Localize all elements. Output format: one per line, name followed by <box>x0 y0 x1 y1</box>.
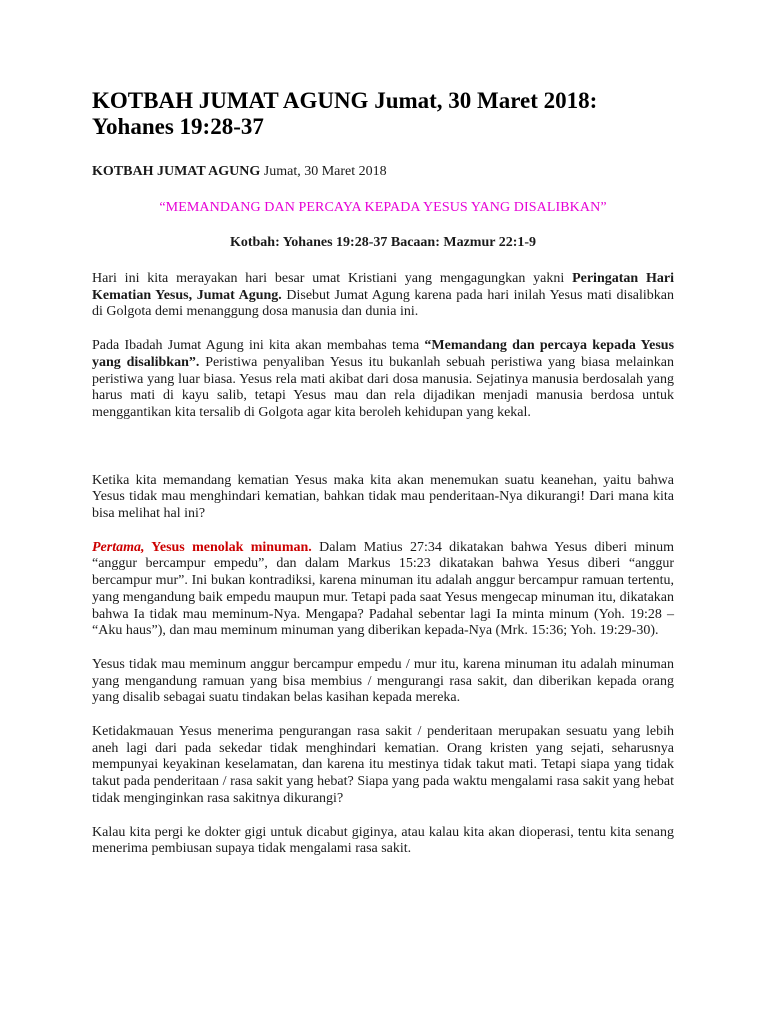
subheading-bold: KOTBAH JUMAT AGUNG <box>92 164 261 179</box>
paragraph-text: Hari ini kita merayakan hari besar umat Kristiani yang mengagungkan yakni <box>92 271 573 286</box>
paragraph-bold: “Memandang dan percaya kepada Yesus yang disalibkan”. <box>92 338 675 370</box>
subheading-date: Jumat, 30 Maret 2018 <box>260 164 387 179</box>
paragraph-dentist: Kalau kita pergi ke dokter gigi untuk dicabut giginya, atau kalau kita akan dioperasi, tentu kita senang menerima pembiusan supaya tidak mengalami rasa sakit. <box>92 824 674 857</box>
paragraph-explanation: Yesus tidak mau meminum anggur bercampur empedu / mur itu, karena minuman itu adalah minuman yang mengandung ramuan yang bisa membius / mengurangi rasa sakit, dan diberikan kepada orang yang disalib sebagai suatu tindakan belas kasihan kepada mereka. <box>92 656 674 706</box>
sermon-theme: “MEMANDANG DAN PERCAYA KEPADA YESUS YANG DISALIBKAN” <box>159 200 607 215</box>
paragraph-text: Dalam Matius 27:34 dikatakan bahwa Yesus diberi minum “anggur bercampur empedu”, dan dalam Markus 15:23 dikatakan bahwa Yesus diberi “anggur bercampur mur”. Ini bukan kontradiksi, karena minuman itu adalah anggur bercampur ramuan tertentu, yang mengandung baik empedu maupun mur. Tetapi pada saat Yesus mengecap minuman itu, dikatakan bahwa Ia tidak mau meminum-Nya. Mengapa? Padahal sebentar lagi Ia minta minum (Yoh. 19:28 – “Aku haus”), dan mau meminum minuman yang diberikan kepada-Nya (Mrk. 15:36; Yoh. 19:29-30). <box>92 539 674 639</box>
paragraph-theme <box>92 338 674 422</box>
subheading <box>92 163 674 181</box>
point-label: Pertama, <box>92 539 145 555</box>
paragraph-bold: Peringatan Hari Kematian Yesus, Jumat Agung. <box>92 271 674 303</box>
point-heading: Yesus menolak minuman. <box>144 539 312 555</box>
paragraph-intro <box>92 271 674 321</box>
paragraph-suffering: Ketidakmauan Yesus menerima pengurangan rasa sakit / penderitaan merupakan sesuatu yang lebih aneh lagi dari pada sekedar tidak menghindari kematian. Orang kristen yang sejati, seharusnya mempunyai keyakinan keselamatan, dan karena itu mestinya tidak takut mati. Tetapi siapa yang tidak takut pada penderitaan / rasa sakit yang hebat? Siapa yang pada waktu mengalami rasa sakit yang hebat tidak menginginkan rasa sakitnya dikurangi? <box>92 724 674 806</box>
paragraph-text: Disebut Jumat Agung karena pada hari inilah Yesus mati disalibkan di Golgota demi menanggung dosa manusia dan dunia ini. <box>92 287 674 320</box>
paragraph-text: Peristiwa penyaliban Yesus itu bukanlah sebuah peristiwa yang biasa melainkan peristiwa yang luar biasa. Yesus rela mati akibat dari dosa manusia. Sejatinya manusia berdosalah yang harus mati di kayu salib, tetapi Yesus mau dan rela dijadikan menjadi manusia berdosa untuk menggantikan kita tersalib di Golgota agar kita beroleh kehidupan yang kekal. <box>92 354 674 420</box>
scripture-reference: Kotbah: Yohanes 19:28-37 Bacaan: Mazmur 22:1-9 <box>229 235 537 250</box>
paragraph-question: Ketika kita memandang kematian Yesus maka kita akan menemukan suatu keanehan, yaitu bahwa Yesus tidak mau menghindari kematian, bahkan tidak mau penderitaan-Nya dikurangi! Dari mana kita bisa melihat hal ini? <box>92 472 674 522</box>
paragraph-first-point <box>92 540 674 640</box>
paragraph-text: Pada Ibadah Jumat Agung ini kita akan membahas tema <box>92 338 425 354</box>
document-title: KOTBAH JUMAT AGUNG Jumat, 30 Maret 2018: Yohanes 19:28-37 <box>92 88 598 139</box>
